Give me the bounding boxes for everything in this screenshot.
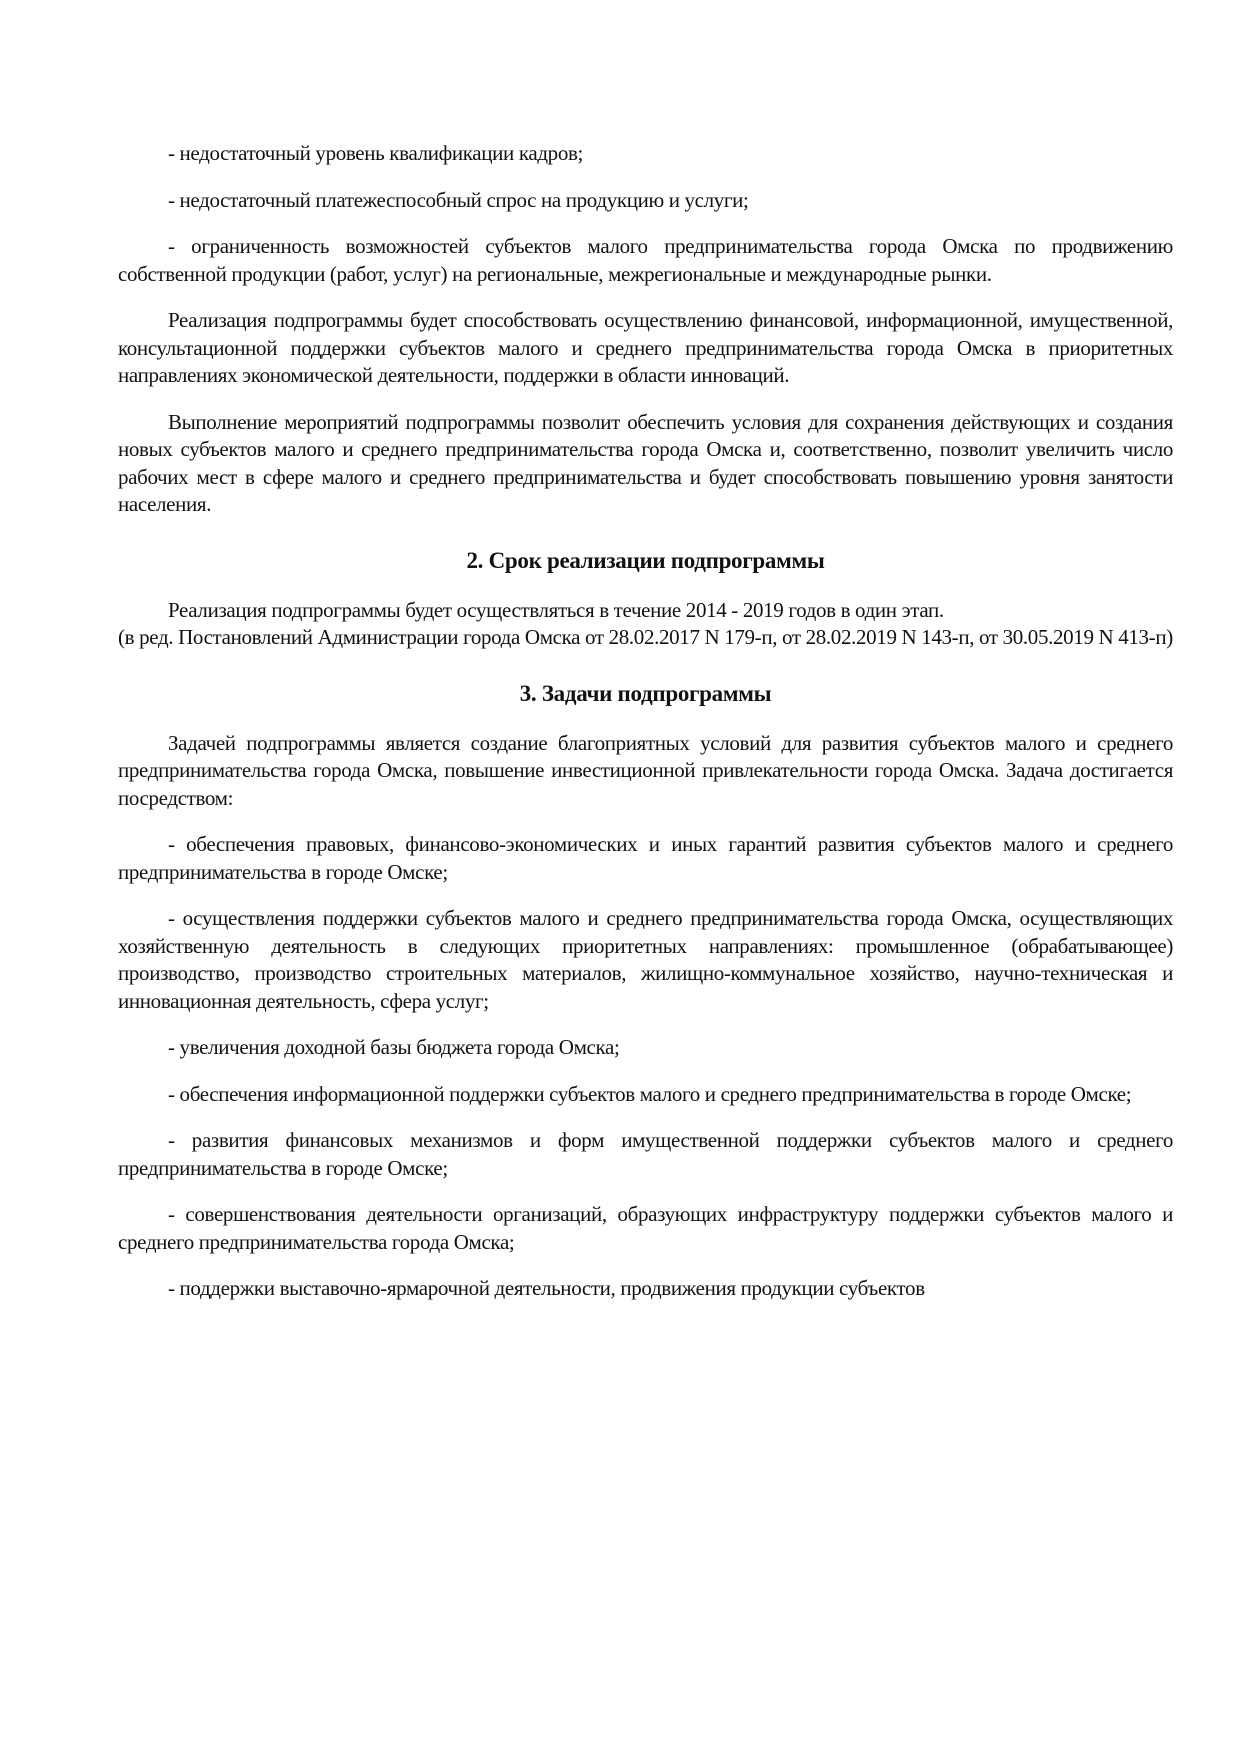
body-paragraph: Реализация подпрограммы будет способствовать осуществлению финансовой, информационной, имущественной, консультационной поддержки субъектов малого и среднего предпринимательства города Омска в приоритетных направлениях экономической деятельности, поддержки в области инноваций.	[118, 308, 1173, 387]
list-item: - ограниченность возможностей субъектов малого предпринимательства города Омска по продвижению собственной продукции (работ, услуг) на региональные, межрегиональные и международные рынки.	[118, 234, 1173, 286]
section-heading: 3. Задачи подпрограммы	[519, 680, 772, 706]
list-item: - осуществления поддержки субъектов малого и среднего предпринимательства города Омска, осуществляющих хозяйственную деятельность в следующих приоритетных направлениях: промышленное (обрабатывающее) производство, производство строительных материалов, жилищно-коммунальное хозяйство, научно-техническая и инновационная деятельность, сфера услуг;	[118, 906, 1173, 1013]
list-item: - недостаточный платежеспособный спрос на продукцию и услуги;	[168, 187, 749, 212]
list-item: - обеспечения правовых, финансово-экономических и иных гарантий развития субъектов малого и среднего предпринимательства в городе Омске;	[118, 832, 1173, 884]
list-item: - увеличения доходной базы бюджета города Омска;	[168, 1035, 620, 1059]
list-item: - недостаточный уровень квалификации кадров;	[168, 141, 584, 165]
body-paragraph: Реализация подпрограммы будет осуществляться в течение 2014 - 2019 годов в один этап.	[168, 597, 944, 622]
body-paragraph: Задачей подпрограммы является создание благоприятных условий для развития субъектов малого и среднего предпринимательства города Омска, повышение инвестиционной привлекательности города Омска. Задача достигается посредством:	[118, 730, 1173, 810]
document-page	[118, 140, 1173, 1322]
amendment-note: (в ред. Постановлений Администрации города Омска от 28.02.2017 N 179-п, от 28.02.2019 N 143-п, от 30.05.2019 N 413-п)	[118, 625, 1173, 649]
list-item: - совершенствования деятельности организаций, образующих инфраструктуру поддержки субъектов малого и среднего предпринимательства города Омска;	[118, 1202, 1173, 1254]
list-item: - поддержки выставочно-ярмарочной деятельности, продвижения продукции субъектов	[168, 1276, 925, 1300]
list-item: - развития финансовых механизмов и форм имущественной поддержки субъектов малого и среднего предпринимательства в городе Омске;	[118, 1128, 1173, 1180]
list-item: - обеспечения информационной поддержки субъектов малого и среднего предпринимательства в городе Омске;	[168, 1081, 1132, 1106]
body-paragraph: Выполнение мероприятий подпрограммы позволит обеспечить условия для сохранения действующих и создания новых субъектов малого и среднего предпринимательства города Омска и, соответственно, позволит увеличить число рабочих мест в сфере малого и среднего предпринимательства и будет способствовать повышению уровня занятости населения.	[118, 409, 1173, 516]
section-heading: 2. Срок реализации подпрограммы	[466, 547, 825, 573]
